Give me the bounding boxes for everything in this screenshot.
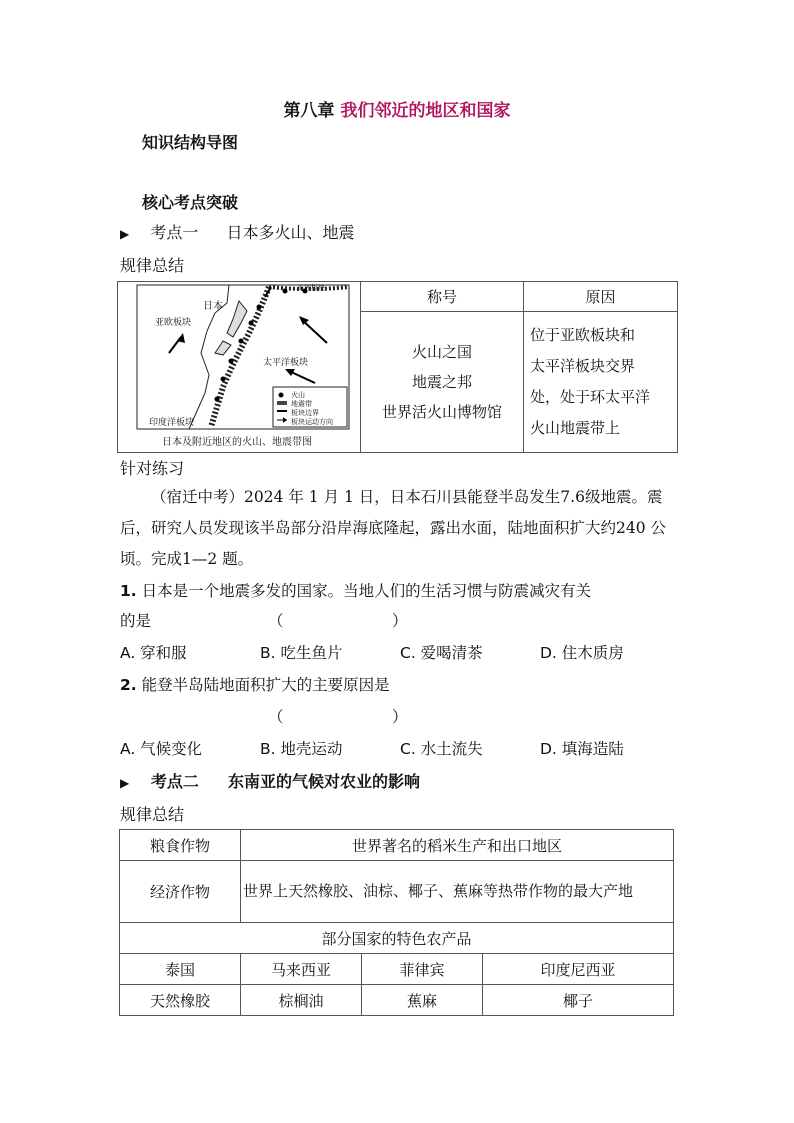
kp2-label: 考点二	[150, 772, 199, 791]
q2-line1: 能登半岛陆地面积扩大的主要原因是	[141, 676, 390, 694]
map-caption: 日本及附近地区的火山、地震带图	[162, 437, 312, 448]
reason-line-2: 太平洋板块交界	[530, 357, 636, 376]
knowledge-map-heading: 知识结构导图	[142, 133, 239, 152]
core-heading: 核心考点突破	[142, 193, 239, 212]
question-1	[120, 576, 680, 607]
triangle-bullet-icon: ▶	[120, 227, 130, 241]
japan-map-figure	[119, 283, 355, 433]
legend-seismic: 地震带	[291, 400, 312, 408]
reason-line-3: 处，处于环太平洋	[530, 388, 651, 407]
chapter-number: 第八章	[283, 101, 335, 121]
food-label: 粮食作物	[120, 830, 241, 861]
kp1-heading	[120, 220, 355, 243]
titles-cell	[361, 312, 524, 453]
map-label-japan: 日本	[203, 301, 223, 312]
kp1-label: 考点一	[150, 223, 199, 242]
product-malaysia: 棕榈油	[241, 985, 362, 1016]
practice-heading: 针对练习	[120, 459, 185, 478]
q1-option-c[interactable]: C. 爱喝清茶	[400, 644, 483, 662]
product-philippines: 蕉麻	[362, 985, 483, 1016]
kp2-heading	[120, 769, 420, 792]
legend-volcano: 火山	[291, 391, 305, 399]
q1-option-d[interactable]: D. 住木质房	[540, 644, 624, 662]
special-products-header: 部分国家的特色农产品	[120, 923, 674, 954]
japan-map	[119, 283, 355, 451]
map-cell	[118, 282, 361, 453]
page-title	[0, 96, 794, 121]
legend-motion: 板块运动方向	[291, 418, 333, 426]
map-label-north-america: 美洲板块	[297, 284, 325, 292]
cash-value: 世界上天然橡胶、油棕、椰子、蕉麻等热带作物的最大产地	[241, 861, 674, 923]
map-label-india: 印度洋板块	[149, 418, 195, 428]
product-thailand: 天然橡胶	[120, 985, 241, 1016]
map-label-eurasia: 亚欧板块	[155, 318, 192, 328]
question-2	[120, 670, 390, 701]
title-earthquake-country: 地震之邦	[411, 373, 472, 392]
q1-line1: 日本是一个地震多发的国家。当地人们的生活习惯与防震减灾有关	[141, 582, 592, 600]
country-indonesia: 印度尼西亚	[483, 954, 674, 985]
kp2-topic: 东南亚的气候对农业的影响	[227, 772, 420, 791]
q1-answer-bracket[interactable]: （ ）	[268, 612, 408, 630]
country-thailand: 泰国	[120, 954, 241, 985]
country-philippines: 菲律宾	[362, 954, 483, 985]
reason-line-1: 位于亚欧板块和	[530, 326, 636, 345]
q2-option-a[interactable]: A. 气候变化	[120, 740, 203, 758]
legend-boundary: 板块边界	[291, 409, 319, 417]
reason-line-4: 火山地震带上	[530, 419, 621, 438]
sea-agriculture-table	[119, 829, 674, 1016]
q1-option-a[interactable]: A. 穿和服	[120, 644, 187, 662]
japan-table	[117, 281, 678, 453]
q1-line2: 的是	[120, 612, 152, 630]
country-malaysia: 马来西亚	[241, 954, 362, 985]
title-volcano-country: 火山之国	[411, 343, 472, 362]
product-indonesia: 椰子	[483, 985, 674, 1016]
food-value: 世界著名的稻米生产和出口地区	[241, 830, 674, 861]
q1-number: 1.	[120, 582, 137, 600]
q2-option-d[interactable]: D. 填海造陆	[540, 740, 624, 758]
q2-number: 2.	[120, 676, 137, 694]
title-volcano-museum: 世界活火山博物馆	[381, 403, 502, 422]
cash-label: 经济作物	[120, 861, 241, 923]
q2-option-c[interactable]: C. 水土流失	[400, 740, 483, 758]
map-label-pacific: 太平洋板块	[263, 358, 309, 368]
triangle-bullet-icon: ▶	[120, 776, 130, 790]
chapter-name: 我们邻近的地区和国家	[340, 101, 511, 121]
q2-answer-bracket[interactable]: （ ）	[268, 708, 408, 726]
q2-option-b[interactable]: B. 地壳运动	[260, 740, 343, 758]
header-reason: 原因	[524, 282, 678, 312]
passage: （宿迁中考）2024 年 1 月 1 日，日本石川县能登半岛发生7.6级地震。震后，研究人员发现该半岛部分沿岸海底隆起，露出水面，陆地面积扩大约240 公顷。完成1—2 题。	[120, 488, 667, 568]
q1-option-b[interactable]: B. 吃生鱼片	[260, 644, 343, 662]
header-title: 称号	[361, 282, 524, 312]
kp1-topic: 日本多火山、地震	[226, 223, 355, 242]
rule-summary-heading: 规律总结	[120, 256, 185, 275]
reason-cell	[524, 312, 678, 453]
rule-summary-heading-2: 规律总结	[120, 805, 185, 824]
